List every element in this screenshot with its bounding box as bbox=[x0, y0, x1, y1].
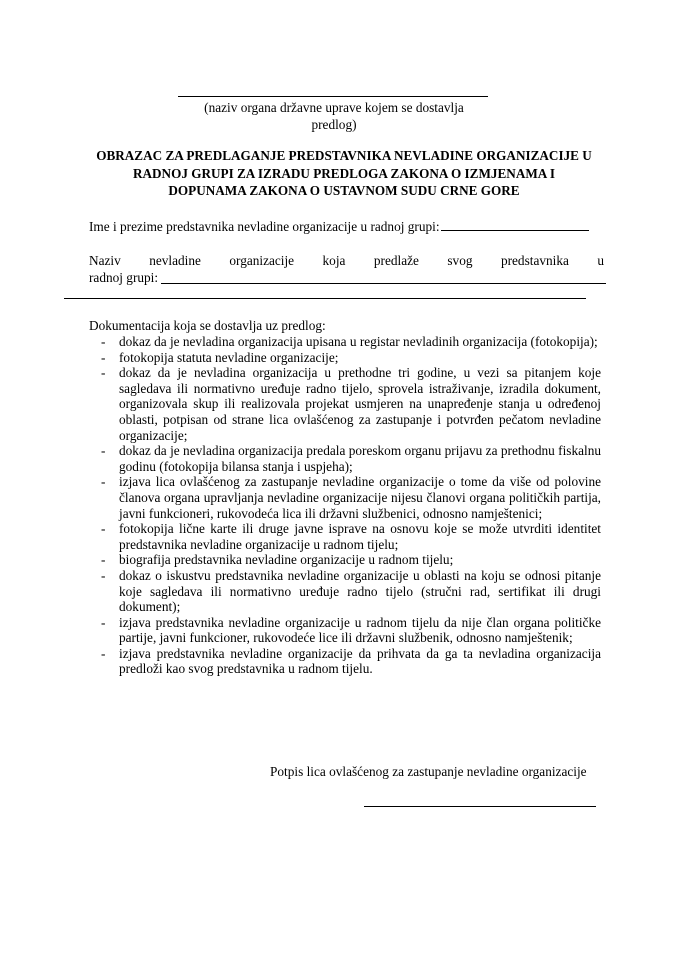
bullet-dash: - bbox=[101, 443, 106, 459]
form-title-line1: OBRAZAC ZA PREDLAGANJE PREDSTAVNIKA NEVLADINE ORGANIZACIJE U bbox=[96, 148, 592, 163]
bullet-dash: - bbox=[101, 645, 106, 661]
signature-label: Potpis lica ovlašćenog za zastupanje nevladine organizacije bbox=[270, 764, 587, 779]
list-item-text: fotokopija lične karte ili druge javne isprave na osnovu koje se može utvrditi identitet predstavnika nevladine organizacije u radnom tijelu; bbox=[119, 521, 601, 552]
representative-name-field bbox=[89, 217, 589, 235]
list-item-text: izjava predstavnika nevladine organizacije da prihvata da ga ta nevladina organizacija predloži kao svog predstavnika u radnom tijelu. bbox=[119, 645, 601, 677]
list-item-text: dokaz da je nevladina organizacija predala poreskom organu prijavu za prethodnu fiskalnu godinu (fotokopija bilansa stanja i uspjeha); bbox=[119, 443, 601, 474]
representative-name-label: Ime i prezime predstavnika nevladine organizacije u radnoj grupi: bbox=[89, 219, 440, 234]
bullet-dash: - bbox=[101, 567, 106, 583]
bullet-dash: - bbox=[101, 365, 106, 381]
bullet-dash: - bbox=[101, 349, 106, 365]
list-item bbox=[99, 334, 601, 350]
list-item bbox=[99, 552, 601, 568]
list-item-text: fotokopija statuta nevladine organizacije; bbox=[119, 349, 339, 365]
list-item-text: izjava predstavnika nevladine organizacije u radnom tijelu da nije član organa političke partije, javni funkcioner, rukovodeće lice ili državni službenik, odnosno namještenik; bbox=[119, 614, 601, 646]
documentation-list bbox=[99, 334, 601, 677]
bullet-dash: - bbox=[101, 552, 106, 568]
recipient-blank-line[interactable] bbox=[178, 96, 488, 97]
list-item-text: dokaz da je nevladina organizacija upisana u registar nevladinih organizacija (fotokopija); bbox=[119, 334, 598, 349]
list-item bbox=[99, 365, 601, 443]
list-item-text: dokaz da je nevladina organizacija u prethodne tri godine, u vezi sa pitanjem koje sagledava ili normativno uređuje radno tijelo, sprovela istraživanje, izradila dokument, organizovala skup ili realizovala projekat usmjeren na unapređenje stanja u određenoj oblasti, potpisan od strane lica ovlašćenog za zastupanje i potvrđen pečatom nevladine organizacije; bbox=[119, 365, 601, 443]
bullet-dash: - bbox=[101, 521, 106, 537]
recipient-caption-line2: predlog) bbox=[311, 117, 357, 132]
bullet-dash: - bbox=[101, 474, 106, 490]
representative-name-blank[interactable] bbox=[441, 217, 589, 231]
list-item bbox=[99, 350, 601, 366]
form-title-line3: DOPUNAMA ZAKONA O USTAVNOM SUDU CRNE GORE bbox=[168, 183, 520, 198]
form-title-line2: RADNOJ GRUPI ZA IZRADU PREDLOGA ZAKONA O IZMJENAMA I bbox=[132, 165, 556, 181]
documentation-intro: Dokumentacija koja se dostavlja uz predlog: bbox=[89, 318, 326, 333]
list-item bbox=[99, 615, 601, 646]
list-item bbox=[99, 443, 601, 474]
recipient-caption-line1: (naziv organa državne uprave kojem se dostavlja bbox=[204, 100, 464, 115]
organization-name-label-line2: radnoj grupi: bbox=[89, 270, 159, 285]
organization-name-label-line1: Naziv nevladine organizacije koja predlaže svog predstavnika u bbox=[89, 253, 604, 268]
organization-name-blank[interactable] bbox=[161, 283, 606, 284]
list-item bbox=[99, 646, 601, 677]
list-item-text: izjava lica ovlašćenog za zastupanje nevladine organizacije o tome da više od polovine članova organa upravljanja nevladine organizacije nijesu članovi organa političkih partija, javni funkcioneri, rukovodeća lica ili državni službenici, odnosno namještenici; bbox=[119, 474, 601, 521]
list-item-text: dokaz o iskustvu predstavnika nevladine organizacije u oblasti na koju se odnosi pitanje koje sagledava ili normativno uređuje radno tijelo (stručni rad, sertifikat ili drugi dokument); bbox=[119, 567, 601, 615]
organization-name-blank-continued[interactable] bbox=[64, 298, 586, 299]
recipient-caption bbox=[176, 99, 492, 133]
form-title bbox=[84, 147, 604, 200]
list-item-text: biografija predstavnika nevladine organizacije u radnom tijelu; bbox=[119, 552, 454, 568]
signature-blank-line[interactable] bbox=[364, 806, 596, 807]
bullet-dash: - bbox=[101, 334, 106, 349]
list-item bbox=[99, 521, 601, 552]
list-item bbox=[99, 568, 601, 615]
bullet-dash: - bbox=[101, 614, 106, 630]
list-item bbox=[99, 474, 601, 521]
